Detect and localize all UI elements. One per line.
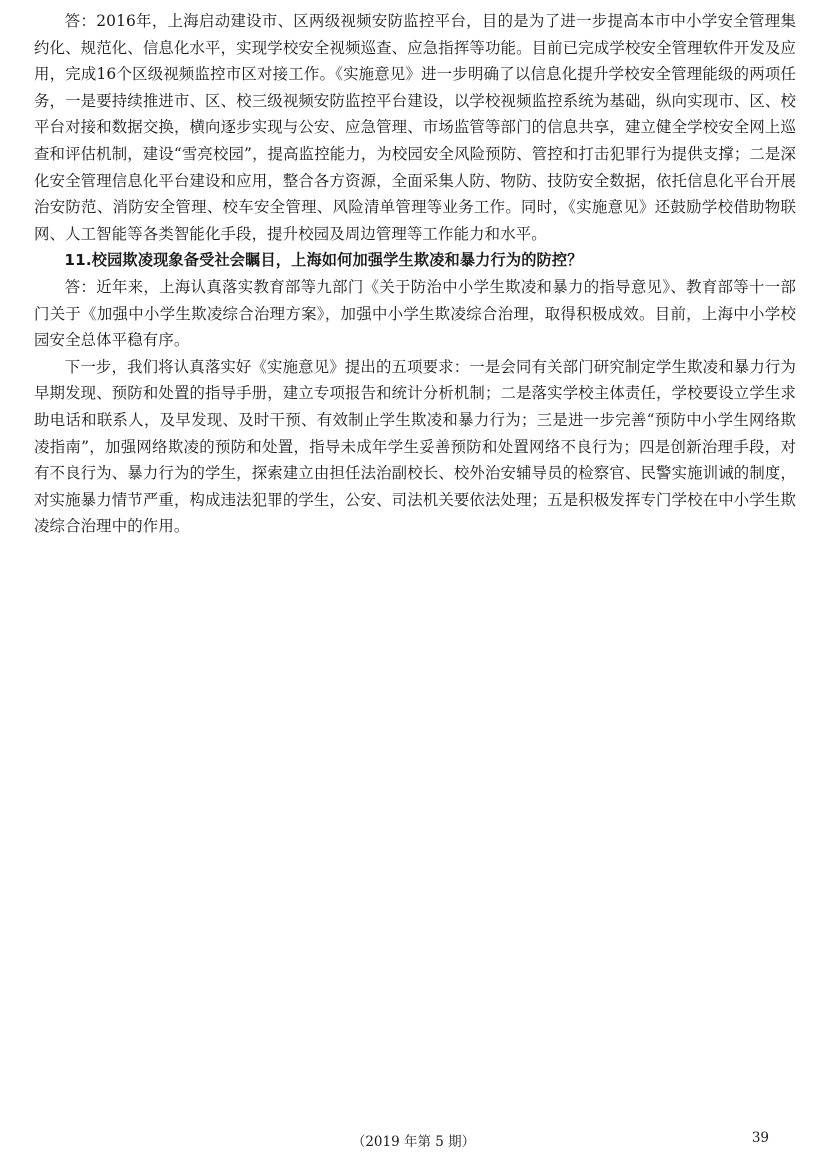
question-heading: 11.校园欺凌现象备受社会瞩目，上海如何加强学生欺凌和暴力行为的防控？ xyxy=(64,251,583,270)
answer-paragraph: 答：近年来，上海认真落实教育部等九部门《关于防治中小学生欺凌和暴力的指导意见》、教育部等十一部门关于《加强中小学生欺凌综合治理方案》，加强中小学生欺凌综合治理，取得积极成效。目前，上海中小学校园安全总体平稳有序。 xyxy=(34,277,796,350)
page-number: 39 xyxy=(751,1130,769,1146)
page-footer xyxy=(0,1130,827,1152)
answer-paragraph: 答：2016年，上海启动建设市、区两级视频安防监控平台，目的是为了进一步提高本市中小学安全管理集约化、规范化、信息化水平，实现学校安全视频巡查、应急指挥等功能。目前已完成学校安全管理软件开发及应用，完成16个区级视频监控市区对接工作。《实施意见》进一步明确了以信息化提升学校安全管理能级的两项任务，一是要持续推进市、区、校三级视频安防监控平台建设，以学校视频监控系统为基础，纵向实现市、区、校平台对接和数据交换，横向逐步实现与公安、应急管理、市场监管等部门的信息共享，建立健全学校安全网上巡查和评估机制，建设“雪亮校园”，提高监控能力，为校园安全风险预防、管控和打击犯罪行为提供支撑；二是深化安全管理信息化平台建设和应用，整合各方资源，全面采集人防、物防、技防安全数据，依托信息化平台开展治安防范、消防安全管理、校车安全管理、风险清单管理等业务工作。同时，《实施意见》还鼓励学校借助物联网、人工智能等各类智能化手段，提升校园及周边管理等工作能力和水平。 xyxy=(34,12,796,243)
article-body xyxy=(34,8,796,540)
answer-paragraph: 下一步，我们将认真落实好《实施意见》提出的五项要求：一是会同有关部门研究制定学生欺凌和暴力行为早期发现、预防和处置的指导手册，建立专项报告和统计分析机制；二是落实学校主体责任，学校要设立学生求助电话和联系人，及早发现、及时干预、有效制止学生欺凌和暴力行为；三是进一步完善“预防中小学生网络欺凌指南”，加强网络欺凌的预防和处置，指导未成年学生妥善预防和处置网络不良行为；四是创新治理手段，对有不良行为、暴力行为的学生，探索建立由担任法治副校长、校外治安辅导员的检察官、民警实施训诫的制度，对实施暴力情节严重，构成违法犯罪的学生，公安、司法机关要依法处理；五是积极发挥专门学校在中小学生欺凌综合治理中的作用。 xyxy=(34,357,796,536)
issue-label: （2019 年第 5 期） xyxy=(351,1134,476,1150)
